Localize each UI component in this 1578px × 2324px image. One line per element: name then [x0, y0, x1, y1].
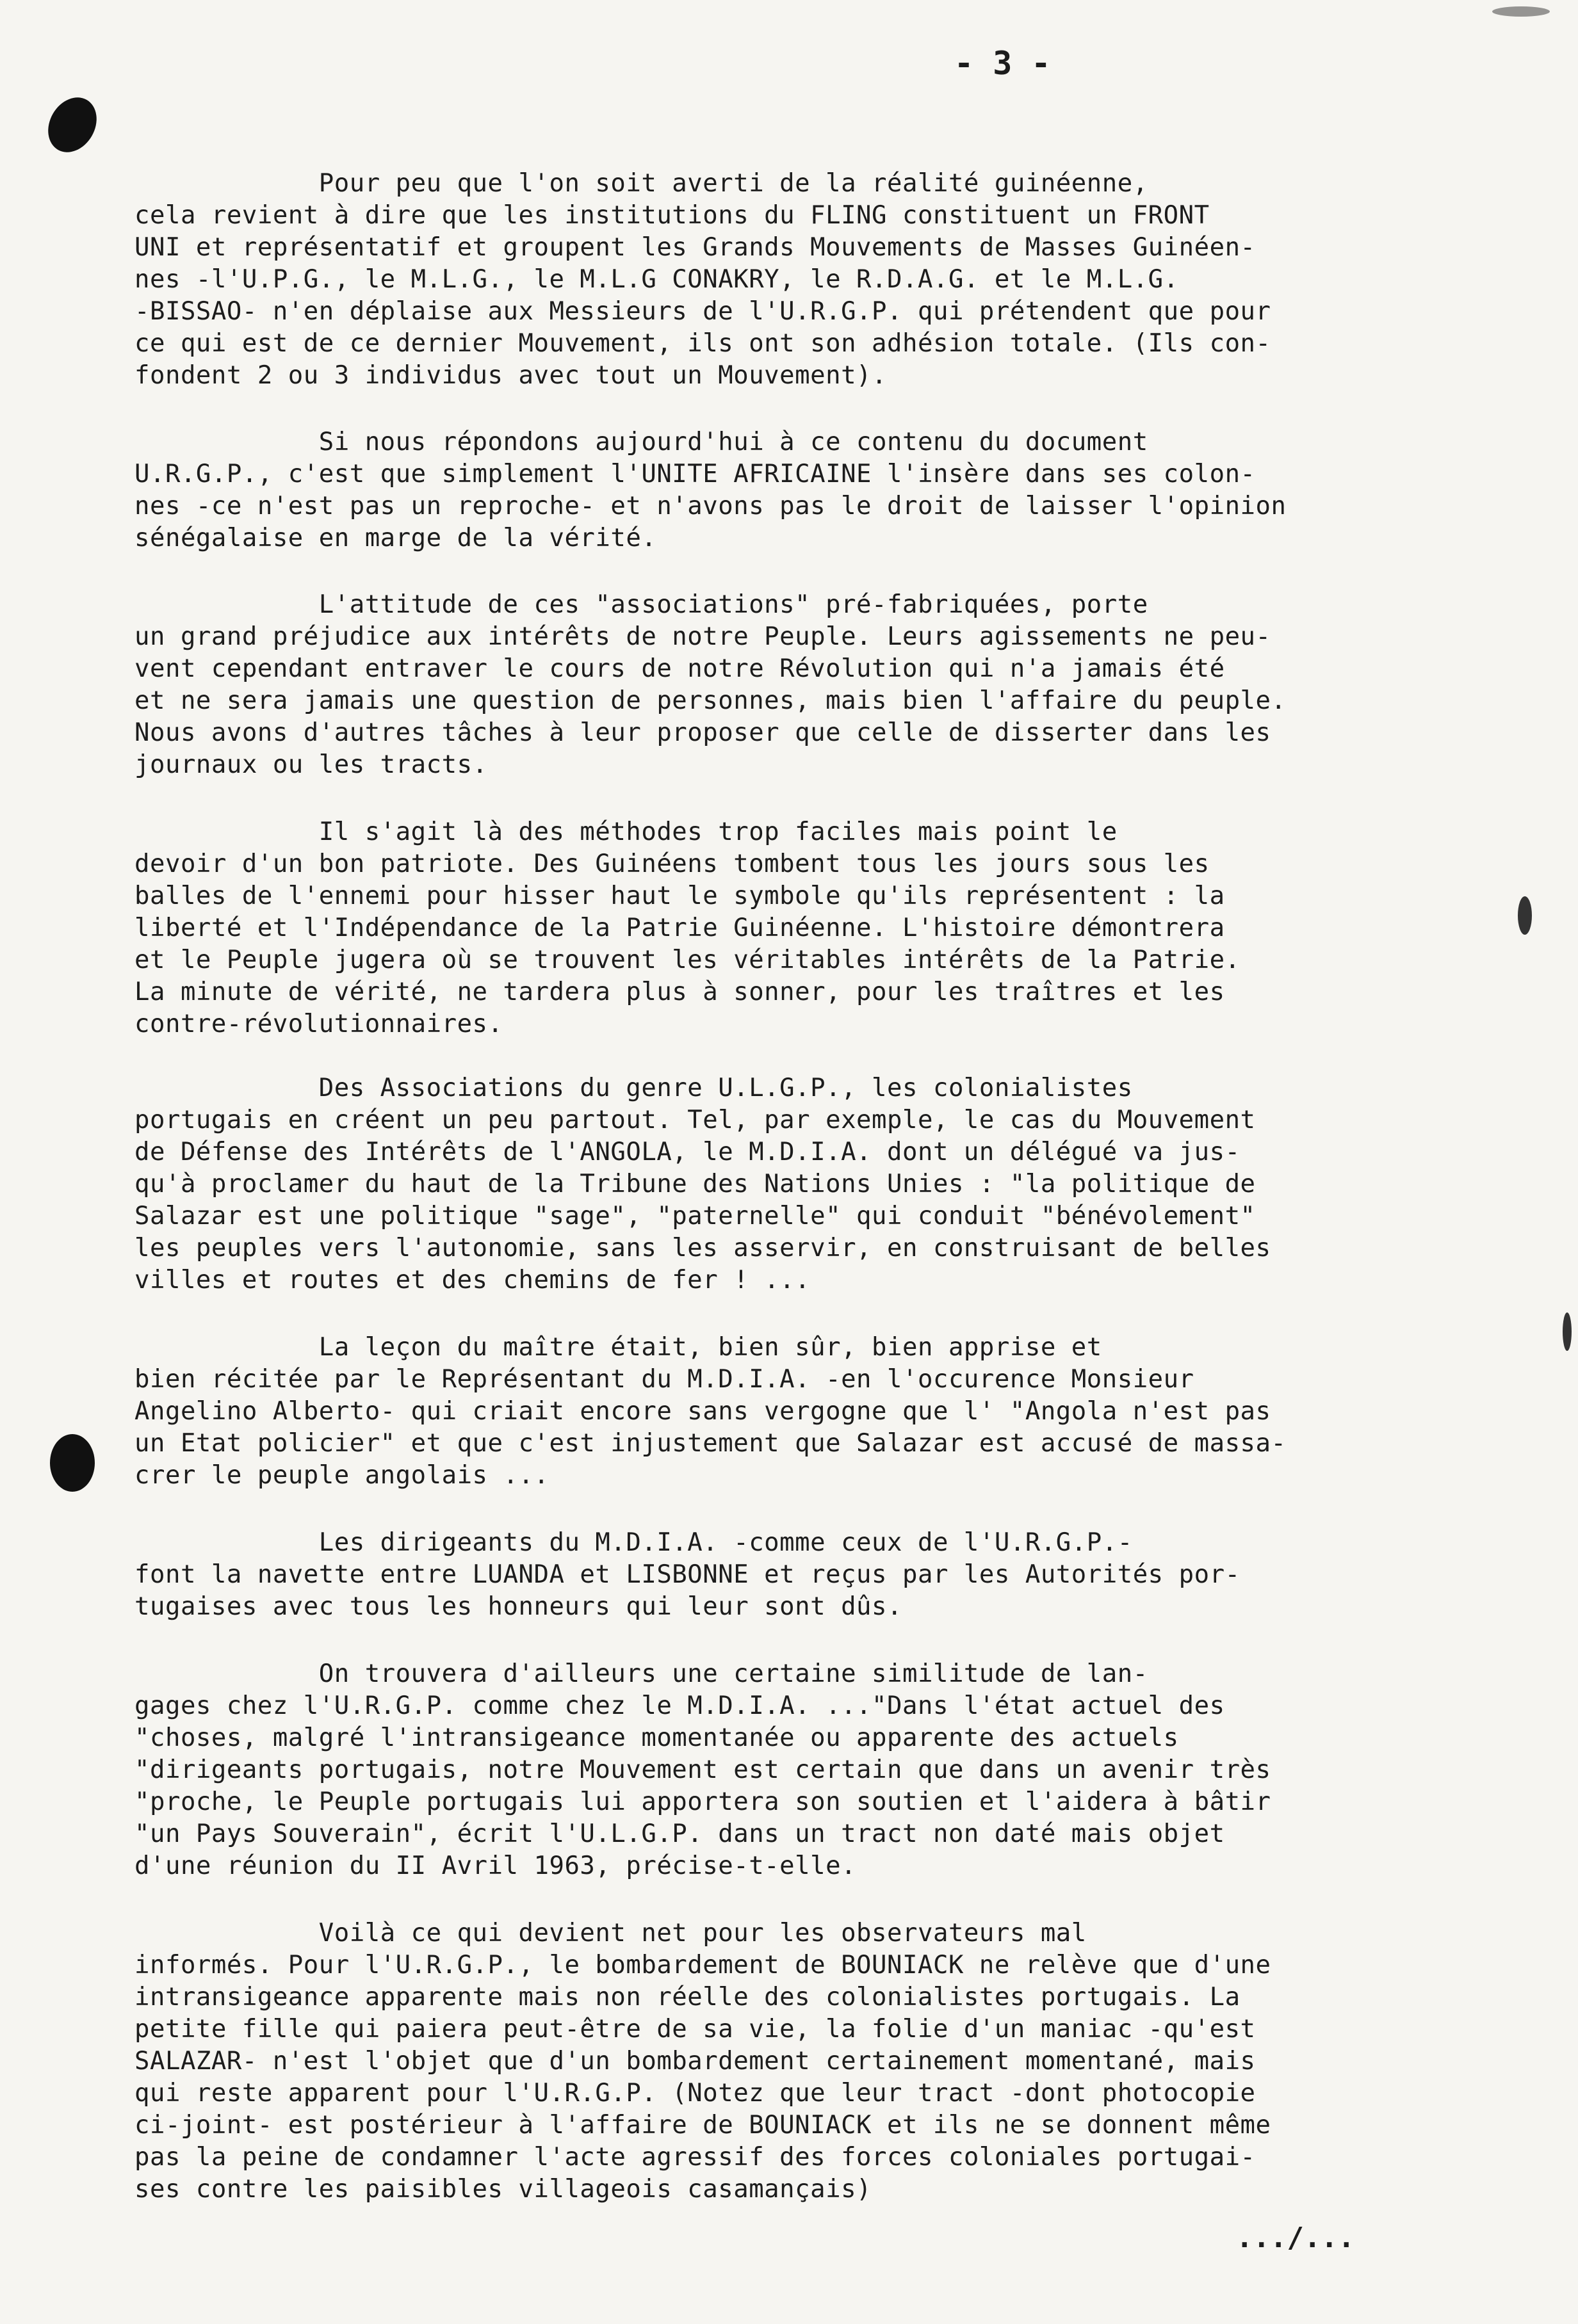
paragraph-2: Si nous répondons aujourd'hui à ce contenu du document U.R.G.P., c'est que simplement l'UNITE AFRICAINE l'insère dans ses colon- nes -ce n'est pas un reproche- et n'avons pas le droit de laisser l'opinion sénégalaise en marge de la vérité. [134, 428, 1287, 553]
paragraph-1: Pour peu que l'on soit averti de la réalité guinéenne, cela revient à dire que les institutions du FLING constituent un FRONT UNI et représentatif et groupent les Grands Mouvements de Masses Guinéen- nes -l'U.P.G., le M.L.G., le M.L.G CONAKRY, le R.D.A.G. et le M.L.G. -BISSAO- n'en déplaise aux Messieurs de l'U.R.G.P. qui prétendent que pour ce qui est de ce dernier Mouvement, ils ont son adhésion totale. (Ils con- fondent 2 ou 3 individus avec tout un Mouvement). [134, 169, 1271, 390]
paragraph-8: On trouvera d'ailleurs une certaine similitude de lan- gages chez l'U.R.G.P. comme chez le M.D.I.A. ..."Dans l'état actuel des "choses, malgré l'intransigeance momentanée ou apparente des actuels "dirigeants portugais, notre Mouvement est certain que dans un avenir très "proche, le Peuple portugais lui apportera son soutien et l'aidera à bâtir "un Pays Souverain", écrit l'U.L.G.P. dans un tract non daté mais objet d'une réunion du II Avril 1963, précise-t-elle. [134, 1659, 1271, 1880]
paragraph-5: Des Associations du genre U.L.G.P., les colonialistes portugais en créent un peu partout. Tel, par exemple, le cas du Mouvement de Défense des Intérêts de l'ANGOLA, le M.D.I.A. dont un délégué va jus- qu'à proclamer du haut de la Tribune des Nations Unies : "la politique de Salazar est une politique "sage", "paternelle" qui conduit "bénévolement" les peuples vers l'autonomie, sans les asservir, en construisant de belles villes et routes et des chemins de fer ! ... [134, 1074, 1271, 1295]
body-text-2 [134, 426, 1479, 554]
body-text-6 [134, 1332, 1479, 1492]
ink-blot-top-left [38, 89, 106, 161]
paragraph-9: Voilà ce qui devient net pour les observateurs mal informés. Pour l'U.R.G.P., le bombardement de BOUNIACK ne relève que d'une intransigeance apparente mais non réelle des colonialistes portugais. La petite fille qui paiera peut-être de sa vie, la folie d'un maniac -qu'est SALAZAR- n'est l'objet que d'un bombardement certainement momentané, mais qui reste apparent pour l'U.R.G.P. (Notez que leur tract -dont photocopie ci-joint- est postérieur à l'affaire de BOUNIACK et ils ne se donnent même pas la peine de condamner l'acte agressif des forces coloniales portugai- ses contre les paisibles villageois casamançais) [134, 1919, 1271, 2204]
ink-speck-right-margin [1518, 896, 1532, 935]
body-text-8 [134, 1658, 1479, 1882]
body-text-7 [134, 1527, 1479, 1623]
body-text [134, 168, 1479, 392]
paragraph-6: La leçon du maître était, bien sûr, bien apprise et bien récitée par le Représentant du M.D.I.A. -en l'occurence Monsieur Angelino Alberto- qui criait encore sans vergogne que l' "Angola n'est pas un Etat policier" et que c'est injustement que Salazar est accusé de massa- crer le peuple angolais ... [134, 1333, 1287, 1490]
ink-speck-right-margin-2 [1563, 1312, 1572, 1351]
paragraph-3: L'attitude de ces "associations" pré-fabriquées, porte un grand préjudice aux intérêts de notre Peuple. Leurs agissements ne peu- vent cependant entraver le cours de notre Révolution qui n'a jamais été et ne sera jamais une question de personnes, mais bien l'affaire du peuple. Nous avons d'autres tâches à leur proposer que celle de disserter dans les journaux ou les tracts. [134, 590, 1287, 779]
body-text-4 [134, 816, 1479, 1040]
page-number: - 3 - [954, 45, 1051, 82]
ink-speck-top-right [1492, 6, 1550, 17]
paragraph-4: Il s'agit là des méthodes trop faciles mais point le devoir d'un bon patriote. Des Guinéens tombent tous les jours sous les balles de l'ennemi pour hisser haut le symbole qu'ils représentent : la liberté et l'Indépendance de la Patrie Guinéenne. L'histoire démontrera et le Peuple jugera où se trouvent les véritables intérêts de la Patrie. La minute de vérité, ne tardera plus à sonner, pour les traîtres et les contre-révolutionnaires. [134, 818, 1240, 1038]
ink-blot-left-margin [50, 1434, 95, 1492]
paragraph-7: Les dirigeants du M.D.I.A. -comme ceux de l'U.R.G.P.- font la navette entre LUANDA et LISBONNE et reçus par les Autorités por- tugaises avec tous les honneurs qui leur sont dûs. [134, 1528, 1240, 1621]
body-text-3 [134, 589, 1479, 781]
continuation-mark: .../... [1236, 2222, 1355, 2254]
body-text-9 [134, 1917, 1479, 2206]
body-text-5 [134, 1072, 1479, 1296]
